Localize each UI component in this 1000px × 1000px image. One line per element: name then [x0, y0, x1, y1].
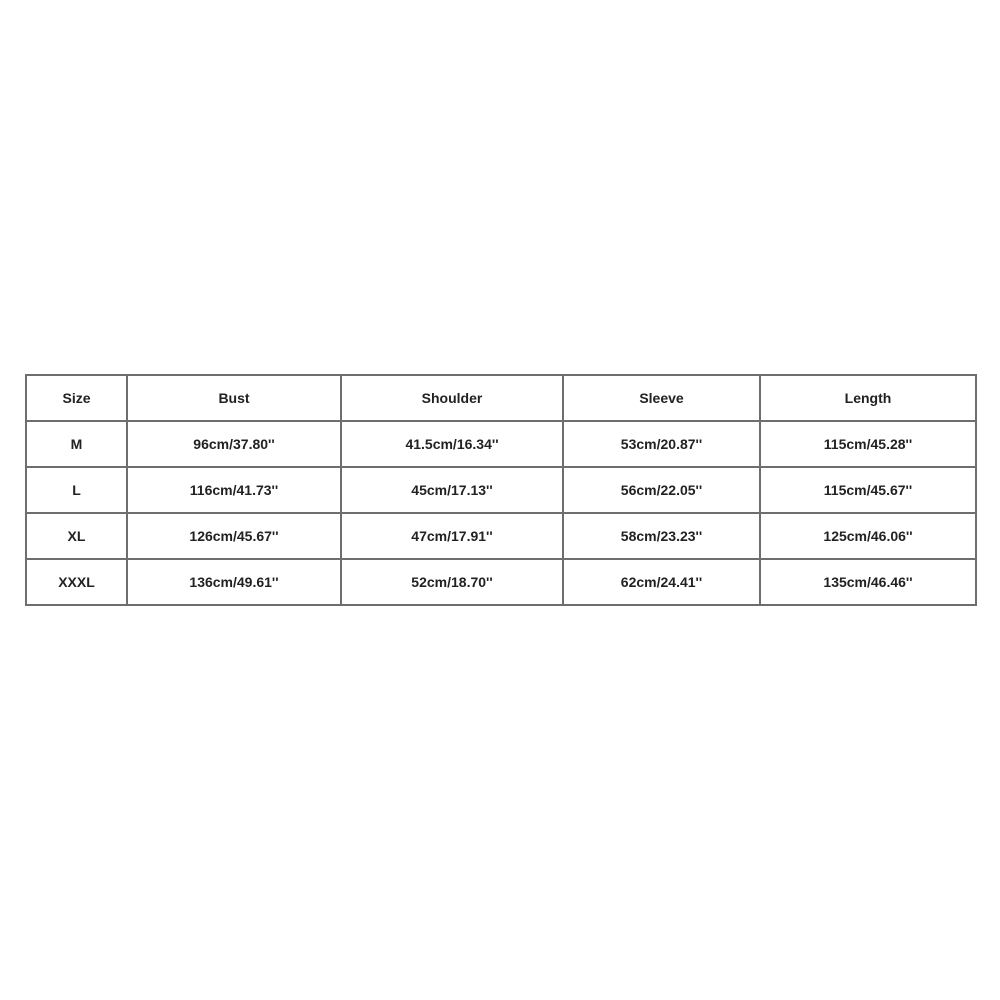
header-length: Length: [760, 375, 976, 421]
cell-sleeve: 58cm/23.23'': [563, 513, 760, 559]
cell-length: 125cm/46.06'': [760, 513, 976, 559]
table-row: [26, 559, 976, 605]
cell-shoulder: 52cm/18.70'': [341, 559, 563, 605]
table-header-row: [26, 375, 976, 421]
header-shoulder: Shoulder: [341, 375, 563, 421]
header-sleeve: Sleeve: [563, 375, 760, 421]
cell-shoulder: 41.5cm/16.34'': [341, 421, 563, 467]
header-bust: Bust: [127, 375, 341, 421]
cell-shoulder: 45cm/17.13'': [341, 467, 563, 513]
cell-size: L: [26, 467, 127, 513]
header-size: Size: [26, 375, 127, 421]
table-row: [26, 467, 976, 513]
table-row: [26, 513, 976, 559]
cell-length: 115cm/45.67'': [760, 467, 976, 513]
cell-bust: 126cm/45.67'': [127, 513, 341, 559]
cell-length: 135cm/46.46'': [760, 559, 976, 605]
cell-sleeve: 53cm/20.87'': [563, 421, 760, 467]
cell-sleeve: 56cm/22.05'': [563, 467, 760, 513]
size-chart-table: [25, 374, 977, 606]
cell-shoulder: 47cm/17.91'': [341, 513, 563, 559]
cell-bust: 116cm/41.73'': [127, 467, 341, 513]
cell-size: XXXL: [26, 559, 127, 605]
cell-bust: 96cm/37.80'': [127, 421, 341, 467]
cell-length: 115cm/45.28'': [760, 421, 976, 467]
cell-size: M: [26, 421, 127, 467]
table-row: [26, 421, 976, 467]
cell-size: XL: [26, 513, 127, 559]
cell-bust: 136cm/49.61'': [127, 559, 341, 605]
cell-sleeve: 62cm/24.41'': [563, 559, 760, 605]
